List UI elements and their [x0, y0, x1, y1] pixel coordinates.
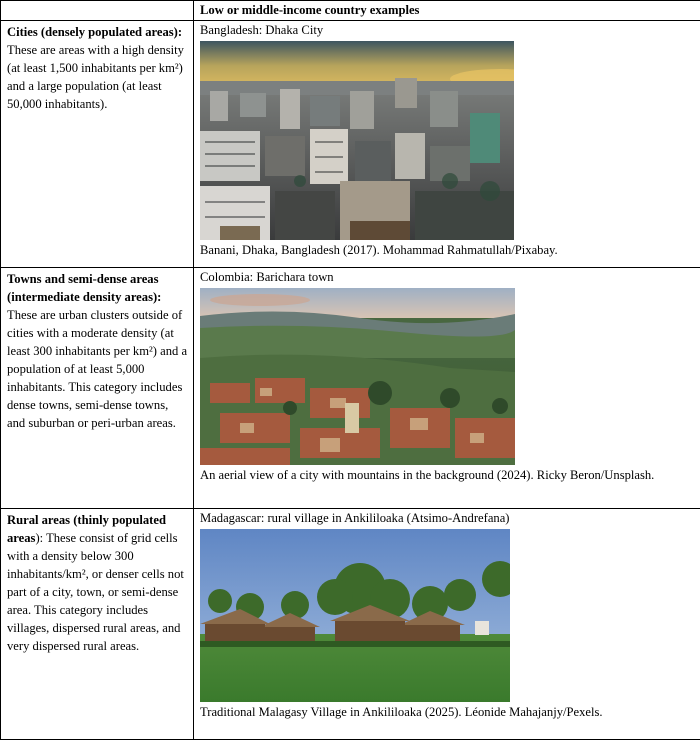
table-row-cities: [1, 21, 700, 268]
category-cell-towns: [1, 268, 194, 509]
example-title: Bangladesh: Dhaka City: [200, 21, 695, 39]
photo-ankililoaka-village: [200, 529, 695, 702]
category-cell-rural: [1, 509, 194, 740]
example-cell-towns: [194, 268, 700, 509]
table-row-towns: [1, 268, 700, 509]
category-description: These are urban clusters outside of cities with a moderate density (at least 300 inhabitants per km²) and a population of at least 5,000 inhabitants. This category includes dense towns, semi-dense towns, and suburban or peri-urban areas.: [7, 308, 187, 430]
category-title: Towns and semi-dense areas (intermediate density areas):: [7, 272, 161, 304]
photo-credit: Traditional Malagasy Village in Ankililoaka (2025). Léonide Mahajanjy/Pexels.: [200, 703, 695, 721]
photo-credit: An aerial view of a city with mountains in the background (2024). Ricky Beron/Unsplash.: [200, 466, 695, 484]
category-description: These are areas with a high density (at least 1,500 inhabitants per km²) and a large population (at least 50,000 inhabitants).: [7, 43, 184, 111]
example-title: Madagascar: rural village in Ankililoaka (Atsimo-Andrefana): [200, 509, 695, 527]
header-cell-category: [1, 1, 194, 21]
header-row: [1, 1, 700, 21]
example-title: Colombia: Barichara town: [200, 268, 695, 286]
category-cell-cities: [1, 21, 194, 268]
photo-barichara-town: [200, 288, 695, 465]
photo-credit: Banani, Dhaka, Bangladesh (2017). Mohammad Rahmatullah/Pixabay.: [200, 241, 695, 259]
header-cell-examples: Low or middle-income country examples: [194, 1, 700, 21]
category-description: ): These consist of grid cells with a density below 300 inhabitants/km², or denser cells not part of a city, town, or semi-dense area. This category includes villages, dispersed rural areas, and very dispersed rural areas.: [7, 531, 184, 653]
photo-dhaka-city: [200, 41, 695, 240]
example-cell-cities: [194, 21, 700, 268]
example-cell-rural: [194, 509, 700, 740]
category-title: Cities (densely populated areas):: [7, 25, 182, 39]
category-title: Rural areas (thinly populated areas: [7, 513, 166, 545]
table-row-rural: [1, 509, 700, 740]
